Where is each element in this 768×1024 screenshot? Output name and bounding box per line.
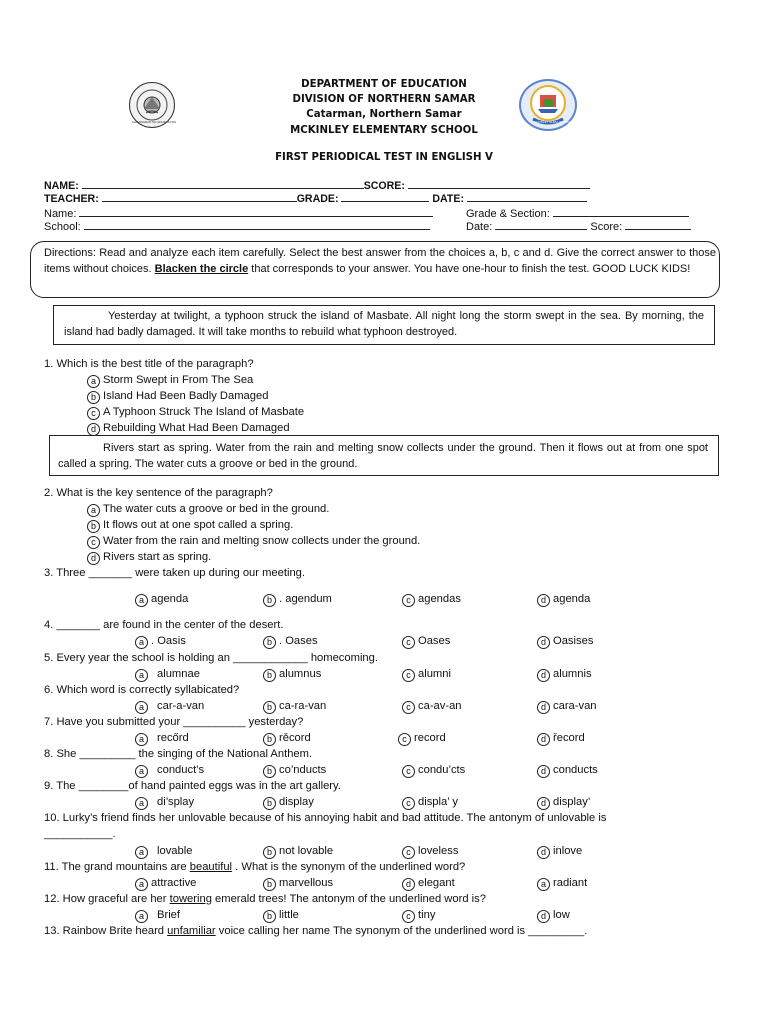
q2-option-c-text: Water from the rain and melting snow collects under the ground. [103,535,421,547]
score-label: SCORE: [363,180,405,192]
q6-option-a-text: car-a-van [157,700,205,712]
q11-option-c[interactable] [402,877,455,891]
q8-option-c[interactable] [402,764,465,778]
grade-section-label: Grade & Section: [466,208,550,220]
q7-option-a[interactable] [135,732,189,746]
q2-option-a[interactable] [87,503,329,517]
answer-circle[interactable]: a [135,846,148,859]
answer-circle[interactable]: d [537,910,550,923]
score-blank[interactable] [408,178,590,189]
q10-option-d-text: inlove [553,845,583,857]
question-3: 3. Three _______ were taken up during our meeting. [44,567,306,579]
q8-option-c-text: condu’cts [418,764,466,776]
answer-circle[interactable]: a [135,910,148,923]
answer-circle[interactable]: d [87,423,100,436]
q7-option-b-text: rěcord [279,732,311,744]
answer-circle[interactable]: c [402,797,415,810]
q12-text-after: emerald trees! The antonym of the underlined word is? [211,893,486,905]
question-4: 4. _______ are found in the center of the desert. [44,619,284,631]
answer-circle[interactable]: c [402,701,415,714]
answer-circle[interactable]: d [537,733,550,746]
date-score-row [466,219,691,233]
name-score-row [44,178,590,192]
answer-circle[interactable]: b [263,846,276,859]
answer-circle[interactable]: b [263,594,276,607]
answer-circle[interactable]: b [263,765,276,778]
q3-option-a[interactable] [135,593,188,607]
q13-text-after: voice calling her name The synonym of the underlined word is _________. [215,925,588,937]
q4-option-d[interactable] [537,635,593,649]
name-label: NAME: [44,180,79,192]
q6-option-b[interactable] [263,700,326,714]
q6-option-a[interactable] [135,700,204,714]
teacher-grade-date-row [44,191,587,205]
q4-option-a[interactable] [135,635,186,649]
q7-option-d-text: řecord [553,732,585,744]
q8-option-d-text: conducts [553,764,598,776]
answer-circle[interactable]: c [402,765,415,778]
teacher-label: TEACHER: [44,193,99,205]
q9-option-b-text: display [279,796,314,808]
answer-circle[interactable]: c [402,846,415,859]
q11-text-after: . What is the synonym of the underlined word? [232,861,466,873]
test-title: FIRST PERIODICAL TEST IN ENGLISH V [275,152,493,163]
q13-underlined-word: unfamiliar [167,925,216,937]
answer-circle[interactable]: c [402,636,415,649]
answer-circle[interactable]: c [402,669,415,682]
q10-option-a[interactable] [135,845,192,859]
q11-option-b-text: marvellous [279,877,334,889]
answer-circle[interactable]: b [263,910,276,923]
directions-after: that corresponds to your answer. You have one-hour to finish the test. GOOD LUCK KIDS! [248,262,691,275]
q5-option-a-text: alumnae [157,668,200,680]
teacher-blank[interactable] [102,191,297,202]
q1-option-b[interactable] [87,390,268,404]
q1-option-a-text: Storm Swept in From The Sea [103,374,254,386]
q9-option-c-text: displa’ y [418,796,459,808]
answer-circle[interactable]: b [263,878,276,891]
q7-option-c-text: record [414,732,446,744]
question-5: 5. Every year the school is holding an ____________ homecoming. [44,652,378,664]
q8-option-d[interactable] [537,764,598,778]
date-blank[interactable] [467,191,587,202]
q6-option-c[interactable] [402,700,462,714]
answer-circle[interactable]: c [398,733,411,746]
school-seal-text: McKINLEY ELEM. SCHOOL [534,120,572,124]
q1-option-c[interactable] [87,406,304,420]
q12-underlined-word: towering [169,893,212,905]
answer-circle[interactable]: d [537,765,550,778]
grade-blank[interactable] [341,191,429,202]
q11-option-d[interactable] [537,877,587,891]
q2-option-c[interactable] [87,535,420,549]
grade-section-blank[interactable] [553,206,689,217]
q3-option-b[interactable] [263,593,332,607]
q11-option-a[interactable] [135,877,196,891]
name2-blank[interactable] [79,206,433,217]
q12-text-before: 12. How graceful are her [44,893,170,905]
q2-option-d[interactable] [87,551,211,565]
answer-circle[interactable]: a [87,504,100,517]
name-blank[interactable] [82,178,364,189]
name-field-row [44,206,433,220]
q9-option-a[interactable] [135,796,194,810]
deped-seal-text: KAGAWARAN NG EDUKASYON [132,120,177,124]
q3-option-b-text: . agendum [279,593,332,605]
q5-option-c[interactable] [402,668,451,682]
answer-circle[interactable]: d [402,878,415,891]
q3-option-d-text: agenda [553,593,591,605]
q12-option-c-text: tiny [418,909,436,921]
q1-option-d[interactable] [87,422,290,436]
answer-circle[interactable]: d [87,552,100,565]
answer-circle[interactable]: b [263,797,276,810]
question-11 [44,861,465,873]
q11-option-c-text: elegant [418,877,455,889]
q9-option-d-text: display’ [553,796,591,808]
q8-option-a[interactable] [135,764,204,778]
answer-circle[interactable]: a [135,669,148,682]
answer-circle[interactable]: b [87,391,100,404]
q2-option-a-text: The water cuts a groove or bed in the ground. [103,503,330,515]
q8-option-a-text: conduct’s [157,764,205,776]
q5-option-b[interactable] [263,668,321,682]
q1-option-c-text: A Typhoon Struck The Island of Masbate [103,406,305,418]
q6-option-d[interactable] [537,700,597,714]
question-10-line-1: 10. Lurky’s friend finds her unlovable because of his annoying habit and bad attitude. The antonym of unlovable is [44,812,607,824]
q6-option-d-text: cara-van [553,700,597,712]
question-10-line-2: ___________. [44,828,116,840]
q4-option-c[interactable] [402,635,450,649]
q3-option-c[interactable] [402,593,461,607]
grade-label: GRADE: [296,193,339,205]
q1-option-d-text: Rebuilding What Had Been Damaged [103,422,290,434]
q5-option-b-text: alumnus [279,668,322,680]
q10-option-a-text: lovable [157,845,193,857]
question-9: 9. The ________of hand painted eggs was in the art gallery. [44,780,341,792]
answer-circle[interactable]: a [537,878,550,891]
q11-option-a-text: attractive [151,877,197,889]
q3-option-a-text: agenda [151,593,189,605]
q10-option-c-text: loveless [418,845,459,857]
q10-option-d[interactable] [537,845,582,859]
header-department: DEPARTMENT OF EDUCATION [301,79,467,90]
passage-1-text: Yesterday at twilight, a typhoon struck the island of Masbate. All night long the storm swept in the sea. By morning, the island had badly damaged. It will take months to rebuild what typhoon destroyed. [64,310,704,338]
q12-option-a[interactable] [135,909,180,923]
header-school: MCKINLEY ELEMENTARY SCHOOL [290,125,478,136]
question-2: 2. What is the key sentence of the paragraph? [44,487,273,499]
directions-before: Directions: Read and analyze each item carefully. Select the best answer from the choices a, b, c and d. Give the correct answer to those items without choices. [44,247,716,275]
date2-blank[interactable] [495,219,587,230]
answer-circle[interactable]: a [135,878,148,891]
question-6: 6. Which word is correctly syllabicated? [44,684,240,696]
q5-option-d[interactable] [537,668,592,682]
question-13 [44,925,587,937]
answer-circle[interactable]: a [135,765,148,778]
q11-option-d-text: radiant [553,877,588,889]
q3-option-d[interactable] [537,593,590,607]
q2-option-b[interactable] [87,519,293,533]
q13-text-before: 13. Rainbow Brite heard [44,925,168,937]
date2-label: Date: [466,221,493,233]
q10-option-b-text: not lovable [279,845,334,857]
question-7: 7. Have you submitted your __________ yesterday? [44,716,304,728]
q7-option-a-text: recőrd [157,732,189,744]
q10-option-b[interactable] [263,845,333,859]
q12-option-d-text: low [553,909,570,921]
q3-option-c-text: agendas [418,593,461,605]
q11-text-before: 11. The grand mountains are [44,861,190,873]
answer-circle[interactable]: c [402,910,415,923]
q7-option-d[interactable] [537,732,585,746]
school-label: School: [44,221,81,233]
q4-option-c-text: Oases [418,635,451,647]
q6-option-c-text: ca-av-an [418,700,462,712]
header-division: DIVISION OF NORTHERN SAMAR [292,94,476,105]
answer-circle[interactable]: d [537,701,550,714]
answer-circle[interactable]: a [135,594,148,607]
answer-circle[interactable]: d [537,636,550,649]
q2-option-b-text: It flows out at one spot called a spring. [103,519,294,531]
directions-emphasis: Blacken the circle [154,262,249,275]
q8-option-b[interactable] [263,764,326,778]
answer-circle[interactable]: d [537,669,550,682]
q9-option-d[interactable] [537,796,590,810]
score2-label: Score: [590,221,623,233]
answer-circle[interactable]: b [263,701,276,714]
q9-option-c[interactable] [402,796,458,810]
q6-option-b-text: ca-ra-van [279,700,327,712]
school-field-row [44,219,430,233]
q9-option-b[interactable] [263,796,314,810]
q4-option-a-text: . Oasis [151,635,186,647]
score2-blank[interactable] [625,219,691,230]
q4-option-b-text: . Oases [279,635,318,647]
answer-circle[interactable]: d [537,846,550,859]
q10-option-c[interactable] [402,845,458,859]
q2-option-d-text: Rivers start as spring. [103,551,212,563]
answer-circle[interactable]: b [87,520,100,533]
answer-circle[interactable]: c [402,594,415,607]
q9-option-a-text: di’splay [157,796,195,808]
answer-circle[interactable]: b [263,636,276,649]
answer-circle[interactable]: a [135,797,148,810]
passage-2-text: Rivers start as spring. Water from the rain and melting snow collects under the ground. Then it flows out at from one spot called a spring. The water cuts a groove or bed in the ground. [58,442,708,470]
name2-label: Name: [44,208,77,220]
answer-circle[interactable]: b [263,669,276,682]
question-1: 1. Which is the best title of the paragraph? [44,358,254,370]
q4-option-d-text: Oasises [553,635,594,647]
school-blank[interactable] [84,219,430,230]
answer-circle[interactable]: c [87,536,100,549]
q7-option-b[interactable] [263,732,311,746]
answer-circle[interactable]: a [87,375,100,388]
header-location: Catarman, Northern Samar [306,109,462,120]
q1-option-a[interactable] [87,374,253,388]
answer-circle[interactable]: d [537,594,550,607]
date-label: DATE: [432,193,464,205]
q1-option-b-text: Island Had Been Badly Damaged [103,390,269,402]
q12-option-d[interactable] [537,909,570,923]
q5-option-c-text: alumni [418,668,451,680]
question-8: 8. She _________ the singing of the National Anthem. [44,748,313,760]
q11-underlined-word: beautiful [189,861,233,873]
q11-option-b[interactable] [263,877,333,891]
q12-option-c[interactable] [402,909,435,923]
q7-option-c[interactable] [398,732,446,746]
q12-option-b[interactable] [263,909,299,923]
question-12 [44,893,486,905]
answer-circle[interactable]: d [537,797,550,810]
q12-option-a-text: Brief [157,909,181,921]
q5-option-a[interactable] [135,668,200,682]
answer-circle[interactable]: c [87,407,100,420]
answer-circle[interactable]: a [135,636,148,649]
q12-option-b-text: little [279,909,299,921]
answer-circle[interactable]: a [135,733,148,746]
answer-circle[interactable]: b [263,733,276,746]
q5-option-d-text: alumnis [553,668,592,680]
directions-text [44,246,716,277]
q8-option-b-text: co’nducts [279,764,327,776]
grade-section-row [466,206,689,220]
answer-circle[interactable]: a [135,701,148,714]
q4-option-b[interactable] [263,635,318,649]
